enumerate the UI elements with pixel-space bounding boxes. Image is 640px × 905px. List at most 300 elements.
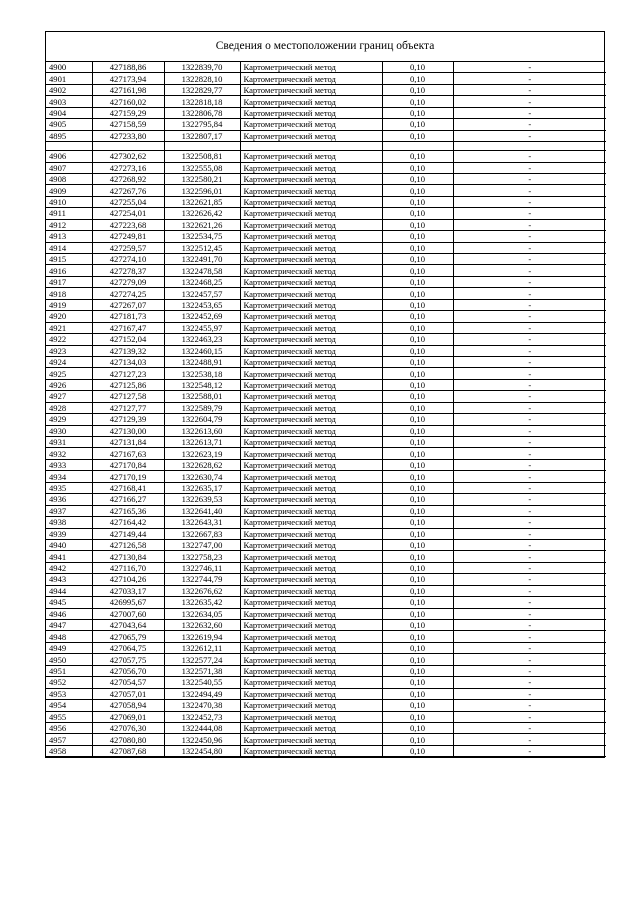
coordinate-y-cell: 1322829,77 (164, 84, 240, 95)
accuracy-cell: 0,10 (382, 711, 453, 722)
method-cell: Картометрический метод (240, 459, 382, 470)
coordinate-x-cell: 427057,75 (92, 654, 164, 665)
table-row (46, 356, 606, 367)
coordinate-y-cell: 1322548,12 (164, 379, 240, 390)
coordinate-y-cell: 1322604,79 (164, 414, 240, 425)
coordinate-x-cell: 427126,58 (92, 539, 164, 550)
accuracy-cell: 0,10 (382, 345, 453, 356)
point-number-cell: 4956 (46, 722, 92, 733)
table-row (46, 414, 606, 425)
point-number-cell: 4916 (46, 265, 92, 276)
description-cell: - (453, 665, 606, 676)
coordinate-x-cell: 427167,63 (92, 448, 164, 459)
coordinate-x-cell: 427080,80 (92, 734, 164, 745)
accuracy-cell: 0,10 (382, 96, 453, 107)
accuracy-cell: 0,10 (382, 539, 453, 550)
description-cell: - (453, 414, 606, 425)
method-cell: Картометрический метод (240, 185, 382, 196)
coordinate-x-cell: 427188,86 (92, 62, 164, 73)
coordinate-y-cell: 1322455,97 (164, 322, 240, 333)
point-number-cell: 4915 (46, 254, 92, 265)
coordinate-y-cell: 1322454,80 (164, 745, 240, 756)
table-row (46, 539, 606, 550)
point-number-cell: 4958 (46, 745, 92, 756)
accuracy-cell: 0,10 (382, 471, 453, 482)
table-row (46, 345, 606, 356)
description-cell: - (453, 608, 606, 619)
method-cell: Картометрический метод (240, 574, 382, 585)
coordinate-y-cell: 1322806,78 (164, 107, 240, 118)
coordinate-y-cell: 1322746,11 (164, 562, 240, 573)
coordinate-y-cell: 1322621,26 (164, 219, 240, 230)
accuracy-cell: 0,10 (382, 334, 453, 345)
accuracy-cell: 0,10 (382, 242, 453, 253)
table-row (46, 677, 606, 688)
accuracy-cell: 0,10 (382, 84, 453, 95)
coordinate-y-cell: 1322634,05 (164, 608, 240, 619)
table-row (46, 311, 606, 322)
point-number-cell: 4919 (46, 299, 92, 310)
description-cell: - (453, 654, 606, 665)
coordinate-y-cell: 1322468,25 (164, 276, 240, 287)
accuracy-cell: 0,10 (382, 654, 453, 665)
coordinate-x-cell: 427116,70 (92, 562, 164, 573)
coordinate-y-cell: 1322628,62 (164, 459, 240, 470)
coordinate-x-cell: 427168,41 (92, 482, 164, 493)
point-number-cell: 4933 (46, 459, 92, 470)
description-cell: - (453, 107, 606, 118)
accuracy-cell: 0,10 (382, 734, 453, 745)
coordinate-x-cell: 427064,75 (92, 642, 164, 653)
coordinate-y-cell: 1322538,18 (164, 368, 240, 379)
coordinate-y-cell: 1322555,08 (164, 162, 240, 173)
method-cell: Картометрический метод (240, 642, 382, 653)
coordinate-x-cell: 427254,01 (92, 208, 164, 219)
point-number-cell: 4906 (46, 151, 92, 162)
coordinate-y-cell: 1322450,96 (164, 734, 240, 745)
coordinate-x-cell: 427065,79 (92, 631, 164, 642)
accuracy-cell: 0,10 (382, 73, 453, 84)
method-cell: Картометрический метод (240, 219, 382, 230)
coordinate-y-cell: 1322612,11 (164, 642, 240, 653)
point-number-cell: 4932 (46, 448, 92, 459)
coordinate-y-cell: 1322630,74 (164, 471, 240, 482)
table-row (46, 517, 606, 528)
accuracy-cell: 0,10 (382, 448, 453, 459)
point-number-cell: 4957 (46, 734, 92, 745)
table-row (46, 585, 606, 596)
coordinate-x-cell: 427223,68 (92, 219, 164, 230)
coordinate-y-cell: 1322758,23 (164, 551, 240, 562)
method-cell: Картометрический метод (240, 62, 382, 73)
accuracy-cell: 0,10 (382, 265, 453, 276)
coordinate-x-cell: 427125,86 (92, 379, 164, 390)
description-cell: - (453, 734, 606, 745)
point-number-cell: 4947 (46, 620, 92, 631)
point-number-cell: 4934 (46, 471, 92, 482)
point-number-cell: 4931 (46, 437, 92, 448)
point-number-cell: 4951 (46, 665, 92, 676)
method-cell: Картометрический метод (240, 242, 382, 253)
method-cell: Картометрический метод (240, 73, 382, 84)
accuracy-cell: 0,10 (382, 677, 453, 688)
coordinate-y-cell: 1322619,94 (164, 631, 240, 642)
coordinate-y-cell: 1322577,24 (164, 654, 240, 665)
coordinate-y-cell: 1322676,62 (164, 585, 240, 596)
point-number-cell: 4955 (46, 711, 92, 722)
description-cell: - (453, 173, 606, 184)
coordinate-x-cell: 427233,80 (92, 130, 164, 141)
method-cell: Картометрический метод (240, 608, 382, 619)
point-number-cell: 4938 (46, 517, 92, 528)
accuracy-cell: 0,10 (382, 494, 453, 505)
coordinate-y-cell: 1322470,38 (164, 700, 240, 711)
accuracy-cell: 0,10 (382, 745, 453, 756)
method-cell: Картометрический метод (240, 208, 382, 219)
coordinate-x-cell: 427130,84 (92, 551, 164, 562)
coordinate-y-cell: 1322639,53 (164, 494, 240, 505)
method-cell: Картометрический метод (240, 254, 382, 265)
coordinate-x-cell: 427149,44 (92, 528, 164, 539)
coordinate-x-cell: 427076,30 (92, 722, 164, 733)
method-cell: Картометрический метод (240, 734, 382, 745)
method-cell: Картометрический метод (240, 494, 382, 505)
coordinate-y-cell: 1322452,69 (164, 311, 240, 322)
description-cell: - (453, 219, 606, 230)
point-number-cell: 4923 (46, 345, 92, 356)
table-row (46, 437, 606, 448)
coordinate-x-cell: 427127,58 (92, 391, 164, 402)
point-number-cell: 4943 (46, 574, 92, 585)
description-cell: - (453, 688, 606, 699)
coordinate-y-cell: 1322463,23 (164, 334, 240, 345)
table-row (46, 119, 606, 130)
method-cell: Картометрический метод (240, 84, 382, 95)
coordinate-x-cell: 427104,26 (92, 574, 164, 585)
point-number-cell: 4949 (46, 642, 92, 653)
table-row (46, 734, 606, 745)
accuracy-cell: 0,10 (382, 288, 453, 299)
method-cell: Картометрический метод (240, 597, 382, 608)
description-cell: - (453, 96, 606, 107)
accuracy-cell: 0,10 (382, 173, 453, 184)
method-cell: Картометрический метод (240, 276, 382, 287)
accuracy-cell: 0,10 (382, 482, 453, 493)
method-cell: Картометрический метод (240, 437, 382, 448)
accuracy-cell: 0,10 (382, 642, 453, 653)
method-cell: Картометрический метод (240, 345, 382, 356)
description-cell: - (453, 288, 606, 299)
description-cell: - (453, 265, 606, 276)
description-cell: - (453, 130, 606, 141)
table-row (46, 711, 606, 722)
description-cell: - (453, 276, 606, 287)
method-cell: Картометрический метод (240, 402, 382, 413)
coordinate-y-cell: 1322596,01 (164, 185, 240, 196)
description-cell: - (453, 345, 606, 356)
method-cell: Картометрический метод (240, 425, 382, 436)
point-number-cell: 4942 (46, 562, 92, 573)
point-number-cell: 4901 (46, 73, 92, 84)
description-cell: - (453, 539, 606, 550)
table-row (46, 459, 606, 470)
point-number-cell: 4952 (46, 677, 92, 688)
separator-cell (240, 142, 382, 151)
coordinate-y-cell: 1322571,38 (164, 665, 240, 676)
coordinate-y-cell: 1322534,75 (164, 231, 240, 242)
coordinate-y-cell: 1322828,10 (164, 73, 240, 84)
coordinate-y-cell: 1322613,60 (164, 425, 240, 436)
description-cell: - (453, 745, 606, 756)
coordinate-x-cell: 427139,32 (92, 345, 164, 356)
table-row (46, 562, 606, 573)
coordinate-x-cell: 427164,42 (92, 517, 164, 528)
table-row (46, 505, 606, 516)
coordinate-y-cell: 1322478,58 (164, 265, 240, 276)
method-cell: Картометрический метод (240, 130, 382, 141)
coordinate-x-cell: 427274,10 (92, 254, 164, 265)
description-cell: - (453, 84, 606, 95)
coordinate-y-cell: 1322839,70 (164, 62, 240, 73)
accuracy-cell: 0,10 (382, 425, 453, 436)
coordinate-x-cell: 427166,27 (92, 494, 164, 505)
description-cell: - (453, 196, 606, 207)
coordinate-x-cell: 427302,62 (92, 151, 164, 162)
accuracy-cell: 0,10 (382, 437, 453, 448)
coordinate-y-cell: 1322460,15 (164, 345, 240, 356)
table-row (46, 368, 606, 379)
coordinate-x-cell: 427160,02 (92, 96, 164, 107)
coordinate-x-cell: 427167,47 (92, 322, 164, 333)
coordinate-x-cell: 427161,98 (92, 84, 164, 95)
method-cell: Картометрический метод (240, 311, 382, 322)
description-cell: - (453, 574, 606, 585)
description-cell: - (453, 631, 606, 642)
accuracy-cell: 0,10 (382, 379, 453, 390)
point-number-cell: 4907 (46, 162, 92, 173)
coordinate-x-cell: 427152,04 (92, 334, 164, 345)
point-number-cell: 4941 (46, 551, 92, 562)
coordinate-y-cell: 1322818,18 (164, 96, 240, 107)
point-number-cell: 4914 (46, 242, 92, 253)
description-cell: - (453, 459, 606, 470)
description-cell: - (453, 517, 606, 528)
coordinates-table (46, 62, 606, 757)
accuracy-cell: 0,10 (382, 574, 453, 585)
accuracy-cell: 0,10 (382, 700, 453, 711)
description-cell: - (453, 119, 606, 130)
point-number-cell: 4909 (46, 185, 92, 196)
description-cell: - (453, 494, 606, 505)
method-cell: Картометрический метод (240, 654, 382, 665)
method-cell: Картометрический метод (240, 722, 382, 733)
description-cell: - (453, 379, 606, 390)
coordinate-x-cell: 427170,84 (92, 459, 164, 470)
description-cell: - (453, 585, 606, 596)
point-number-cell: 4902 (46, 84, 92, 95)
table-row (46, 665, 606, 676)
point-number-cell: 4927 (46, 391, 92, 402)
coordinate-x-cell: 427058,94 (92, 700, 164, 711)
description-cell: - (453, 311, 606, 322)
description-cell: - (453, 368, 606, 379)
separator-cell (92, 142, 164, 151)
page-title: Сведения о местоположении границ объекта (46, 32, 604, 62)
description-cell: - (453, 620, 606, 631)
accuracy-cell: 0,10 (382, 219, 453, 230)
method-cell: Картометрический метод (240, 299, 382, 310)
description-cell: - (453, 562, 606, 573)
coordinate-y-cell: 1322589,79 (164, 402, 240, 413)
coordinate-x-cell: 427273,16 (92, 162, 164, 173)
method-cell: Картометрический метод (240, 162, 382, 173)
point-number-cell: 4950 (46, 654, 92, 665)
point-number-cell: 4921 (46, 322, 92, 333)
separator-cell (453, 142, 606, 151)
coordinate-x-cell: 427069,01 (92, 711, 164, 722)
table-row (46, 379, 606, 390)
point-number-cell: 4945 (46, 597, 92, 608)
description-cell: - (453, 597, 606, 608)
table-row (46, 196, 606, 207)
table-row (46, 494, 606, 505)
coordinate-x-cell: 427057,01 (92, 688, 164, 699)
description-cell: - (453, 505, 606, 516)
point-number-cell: 4929 (46, 414, 92, 425)
table-row (46, 231, 606, 242)
table-row (46, 482, 606, 493)
accuracy-cell: 0,10 (382, 254, 453, 265)
point-number-cell: 4912 (46, 219, 92, 230)
point-number-cell: 4904 (46, 107, 92, 118)
table-row (46, 73, 606, 84)
separator-cell (46, 142, 92, 151)
separator-cell (382, 142, 453, 151)
coordinates-rows (46, 62, 606, 757)
coordinate-y-cell: 1322444,08 (164, 722, 240, 733)
description-cell: - (453, 700, 606, 711)
table-row (46, 425, 606, 436)
coordinate-x-cell: 427159,29 (92, 107, 164, 118)
description-cell: - (453, 299, 606, 310)
point-number-cell: 4911 (46, 208, 92, 219)
method-cell: Картометрический метод (240, 391, 382, 402)
accuracy-cell: 0,10 (382, 414, 453, 425)
accuracy-cell: 0,10 (382, 528, 453, 539)
coordinate-y-cell: 1322580,21 (164, 173, 240, 184)
method-cell: Картометрический метод (240, 677, 382, 688)
point-number-cell: 4905 (46, 119, 92, 130)
description-cell: - (453, 448, 606, 459)
point-number-cell: 4948 (46, 631, 92, 642)
coordinate-x-cell: 427170,19 (92, 471, 164, 482)
point-number-cell: 4908 (46, 173, 92, 184)
method-cell: Картометрический метод (240, 322, 382, 333)
accuracy-cell: 0,10 (382, 562, 453, 573)
method-cell: Картометрический метод (240, 334, 382, 345)
coordinate-y-cell: 1322621,85 (164, 196, 240, 207)
table-row (46, 173, 606, 184)
description-cell: - (453, 322, 606, 333)
method-cell: Картометрический метод (240, 482, 382, 493)
coordinate-x-cell: 427130,00 (92, 425, 164, 436)
table-row (46, 528, 606, 539)
table-row (46, 299, 606, 310)
table-row (46, 391, 606, 402)
coordinate-x-cell: 427007,60 (92, 608, 164, 619)
coordinate-y-cell: 1322635,17 (164, 482, 240, 493)
description-cell: - (453, 437, 606, 448)
method-cell: Картометрический метод (240, 665, 382, 676)
method-cell: Картометрический метод (240, 711, 382, 722)
accuracy-cell: 0,10 (382, 505, 453, 516)
method-cell: Картометрический метод (240, 107, 382, 118)
method-cell: Картометрический метод (240, 196, 382, 207)
method-cell: Картометрический метод (240, 448, 382, 459)
table-row (46, 688, 606, 699)
description-cell: - (453, 62, 606, 73)
table-row (46, 322, 606, 333)
coordinate-x-cell: 427274,25 (92, 288, 164, 299)
accuracy-cell: 0,10 (382, 551, 453, 562)
coordinate-x-cell: 427158,59 (92, 119, 164, 130)
table-row (46, 151, 606, 162)
table-row (46, 597, 606, 608)
point-number-cell: 4895 (46, 130, 92, 141)
method-cell: Картометрический метод (240, 745, 382, 756)
method-cell: Картометрический метод (240, 528, 382, 539)
point-number-cell: 4926 (46, 379, 92, 390)
accuracy-cell: 0,10 (382, 196, 453, 207)
method-cell: Картометрический метод (240, 265, 382, 276)
description-cell: - (453, 242, 606, 253)
coordinate-y-cell: 1322488,91 (164, 356, 240, 367)
table-row (46, 631, 606, 642)
coordinate-y-cell: 1322452,73 (164, 711, 240, 722)
table-row (46, 185, 606, 196)
accuracy-cell: 0,10 (382, 162, 453, 173)
point-number-cell: 4937 (46, 505, 92, 516)
coordinate-y-cell: 1322512,45 (164, 242, 240, 253)
description-cell: - (453, 231, 606, 242)
coordinate-y-cell: 1322613,71 (164, 437, 240, 448)
table-row (46, 84, 606, 95)
description-cell: - (453, 711, 606, 722)
point-number-cell: 4917 (46, 276, 92, 287)
description-cell: - (453, 162, 606, 173)
accuracy-cell: 0,10 (382, 722, 453, 733)
coordinate-y-cell: 1322623,19 (164, 448, 240, 459)
description-cell: - (453, 471, 606, 482)
coordinate-y-cell: 1322508,81 (164, 151, 240, 162)
table-row (46, 620, 606, 631)
accuracy-cell: 0,10 (382, 608, 453, 619)
coordinate-y-cell: 1322540,55 (164, 677, 240, 688)
coordinate-y-cell: 1322643,31 (164, 517, 240, 528)
description-cell: - (453, 677, 606, 688)
table-row (46, 471, 606, 482)
group-separator-row (46, 142, 606, 151)
accuracy-cell: 0,10 (382, 597, 453, 608)
description-cell: - (453, 208, 606, 219)
point-number-cell: 4928 (46, 402, 92, 413)
description-cell: - (453, 356, 606, 367)
method-cell: Картометрический метод (240, 551, 382, 562)
point-number-cell: 4900 (46, 62, 92, 73)
accuracy-cell: 0,10 (382, 391, 453, 402)
table-row (46, 254, 606, 265)
table-row (46, 608, 606, 619)
